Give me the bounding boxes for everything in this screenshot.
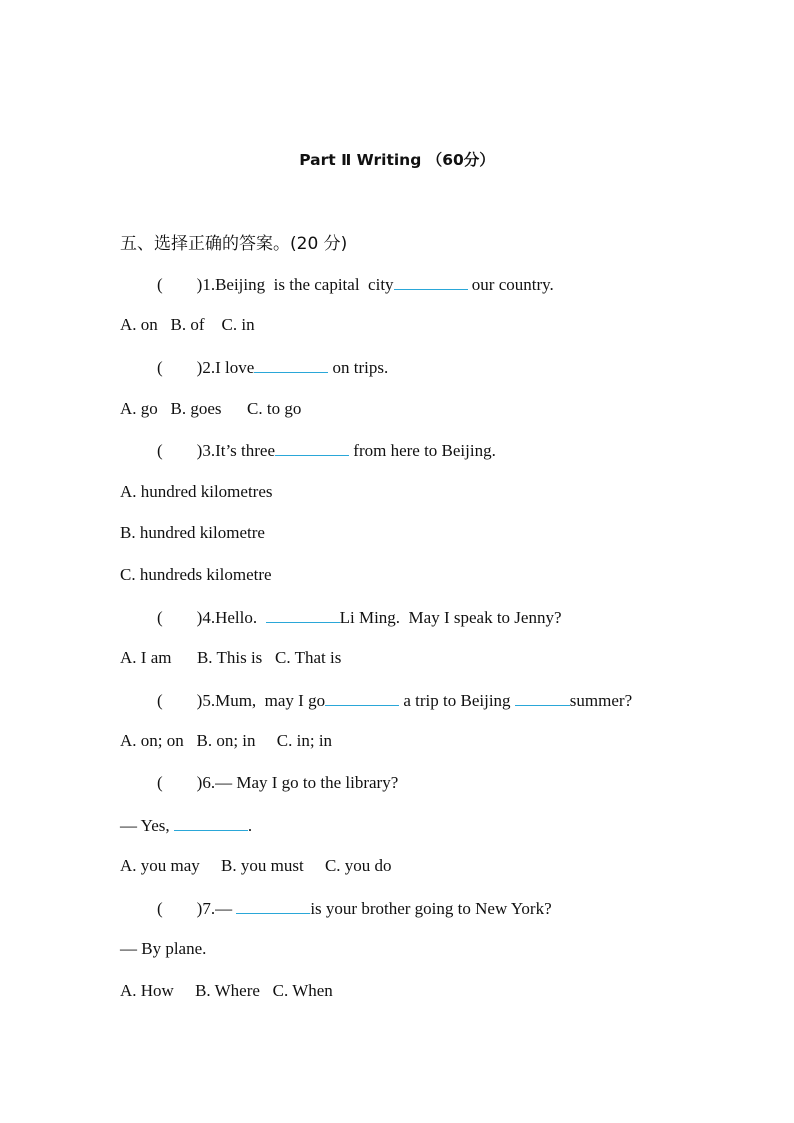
question-text: 6.— May I go to the library?: [202, 773, 399, 792]
question-7: [157, 898, 552, 919]
question-2: [157, 357, 388, 378]
answer-blank[interactable]: [266, 607, 340, 623]
answer-blank[interactable]: [394, 274, 468, 290]
reply-6: [120, 815, 252, 836]
question-text: summer?: [569, 691, 633, 710]
question-4: [157, 607, 562, 628]
question-text: is your brother going to New York?: [310, 899, 552, 918]
question-text: 4.Hello.: [202, 608, 266, 627]
question-3: [157, 440, 496, 461]
answer-paren: ( ): [157, 773, 203, 792]
question-text: Li Ming. May I speak to Jenny?: [339, 608, 562, 627]
page-title: Part Ⅱ Writing （60分）: [299, 151, 495, 169]
answer-blank[interactable]: [236, 898, 310, 914]
answer-blank[interactable]: [254, 357, 328, 373]
answer-blank[interactable]: [174, 815, 248, 831]
reply-text: .: [247, 816, 253, 835]
options-7: A. How B. Where C. When: [120, 981, 333, 1000]
option-3c: C. hundreds kilometre: [120, 565, 272, 584]
question-text: 1.Beijing is the capital city: [202, 275, 394, 294]
answer-blank[interactable]: [325, 690, 399, 706]
answer-paren: ( ): [157, 691, 203, 710]
options-6: A. you may B. you must C. you do: [120, 856, 392, 875]
question-text: our country.: [467, 275, 554, 294]
question-1: [157, 274, 554, 295]
options-1: A. on B. of C. in: [120, 315, 255, 334]
options-5: A. on; on B. on; in C. in; in: [120, 731, 333, 750]
answer-blank[interactable]: [515, 690, 570, 706]
answer-paren: ( ): [157, 899, 203, 918]
options-4: A. I am B. This is C. That is: [120, 648, 342, 667]
question-text: 3.It’s three: [202, 441, 276, 460]
section-heading: 五、选择正确的答案。(20 分): [120, 234, 348, 254]
question-5: [157, 690, 632, 711]
answer-paren: ( ): [157, 608, 203, 627]
question-text: 2.I love: [202, 358, 255, 377]
options-2: A. go B. goes C. to go: [120, 399, 302, 418]
question-text: from here to Beijing.: [349, 441, 496, 460]
answer-paren: ( ): [157, 441, 203, 460]
reply-7: — By plane.: [120, 939, 207, 958]
option-3b: B. hundred kilometre: [120, 523, 265, 542]
answer-paren: ( ): [157, 275, 203, 294]
answer-paren: ( ): [157, 358, 203, 377]
question-text: 5.Mum, may I go: [202, 691, 326, 710]
question-text: 7.—: [202, 899, 237, 918]
question-text: on trips.: [328, 358, 389, 377]
reply-text: — Yes,: [120, 816, 174, 835]
answer-blank[interactable]: [275, 440, 349, 456]
question-6: [157, 773, 398, 793]
option-3a: A. hundred kilometres: [120, 482, 273, 501]
question-text: a trip to Beijing: [399, 691, 515, 710]
